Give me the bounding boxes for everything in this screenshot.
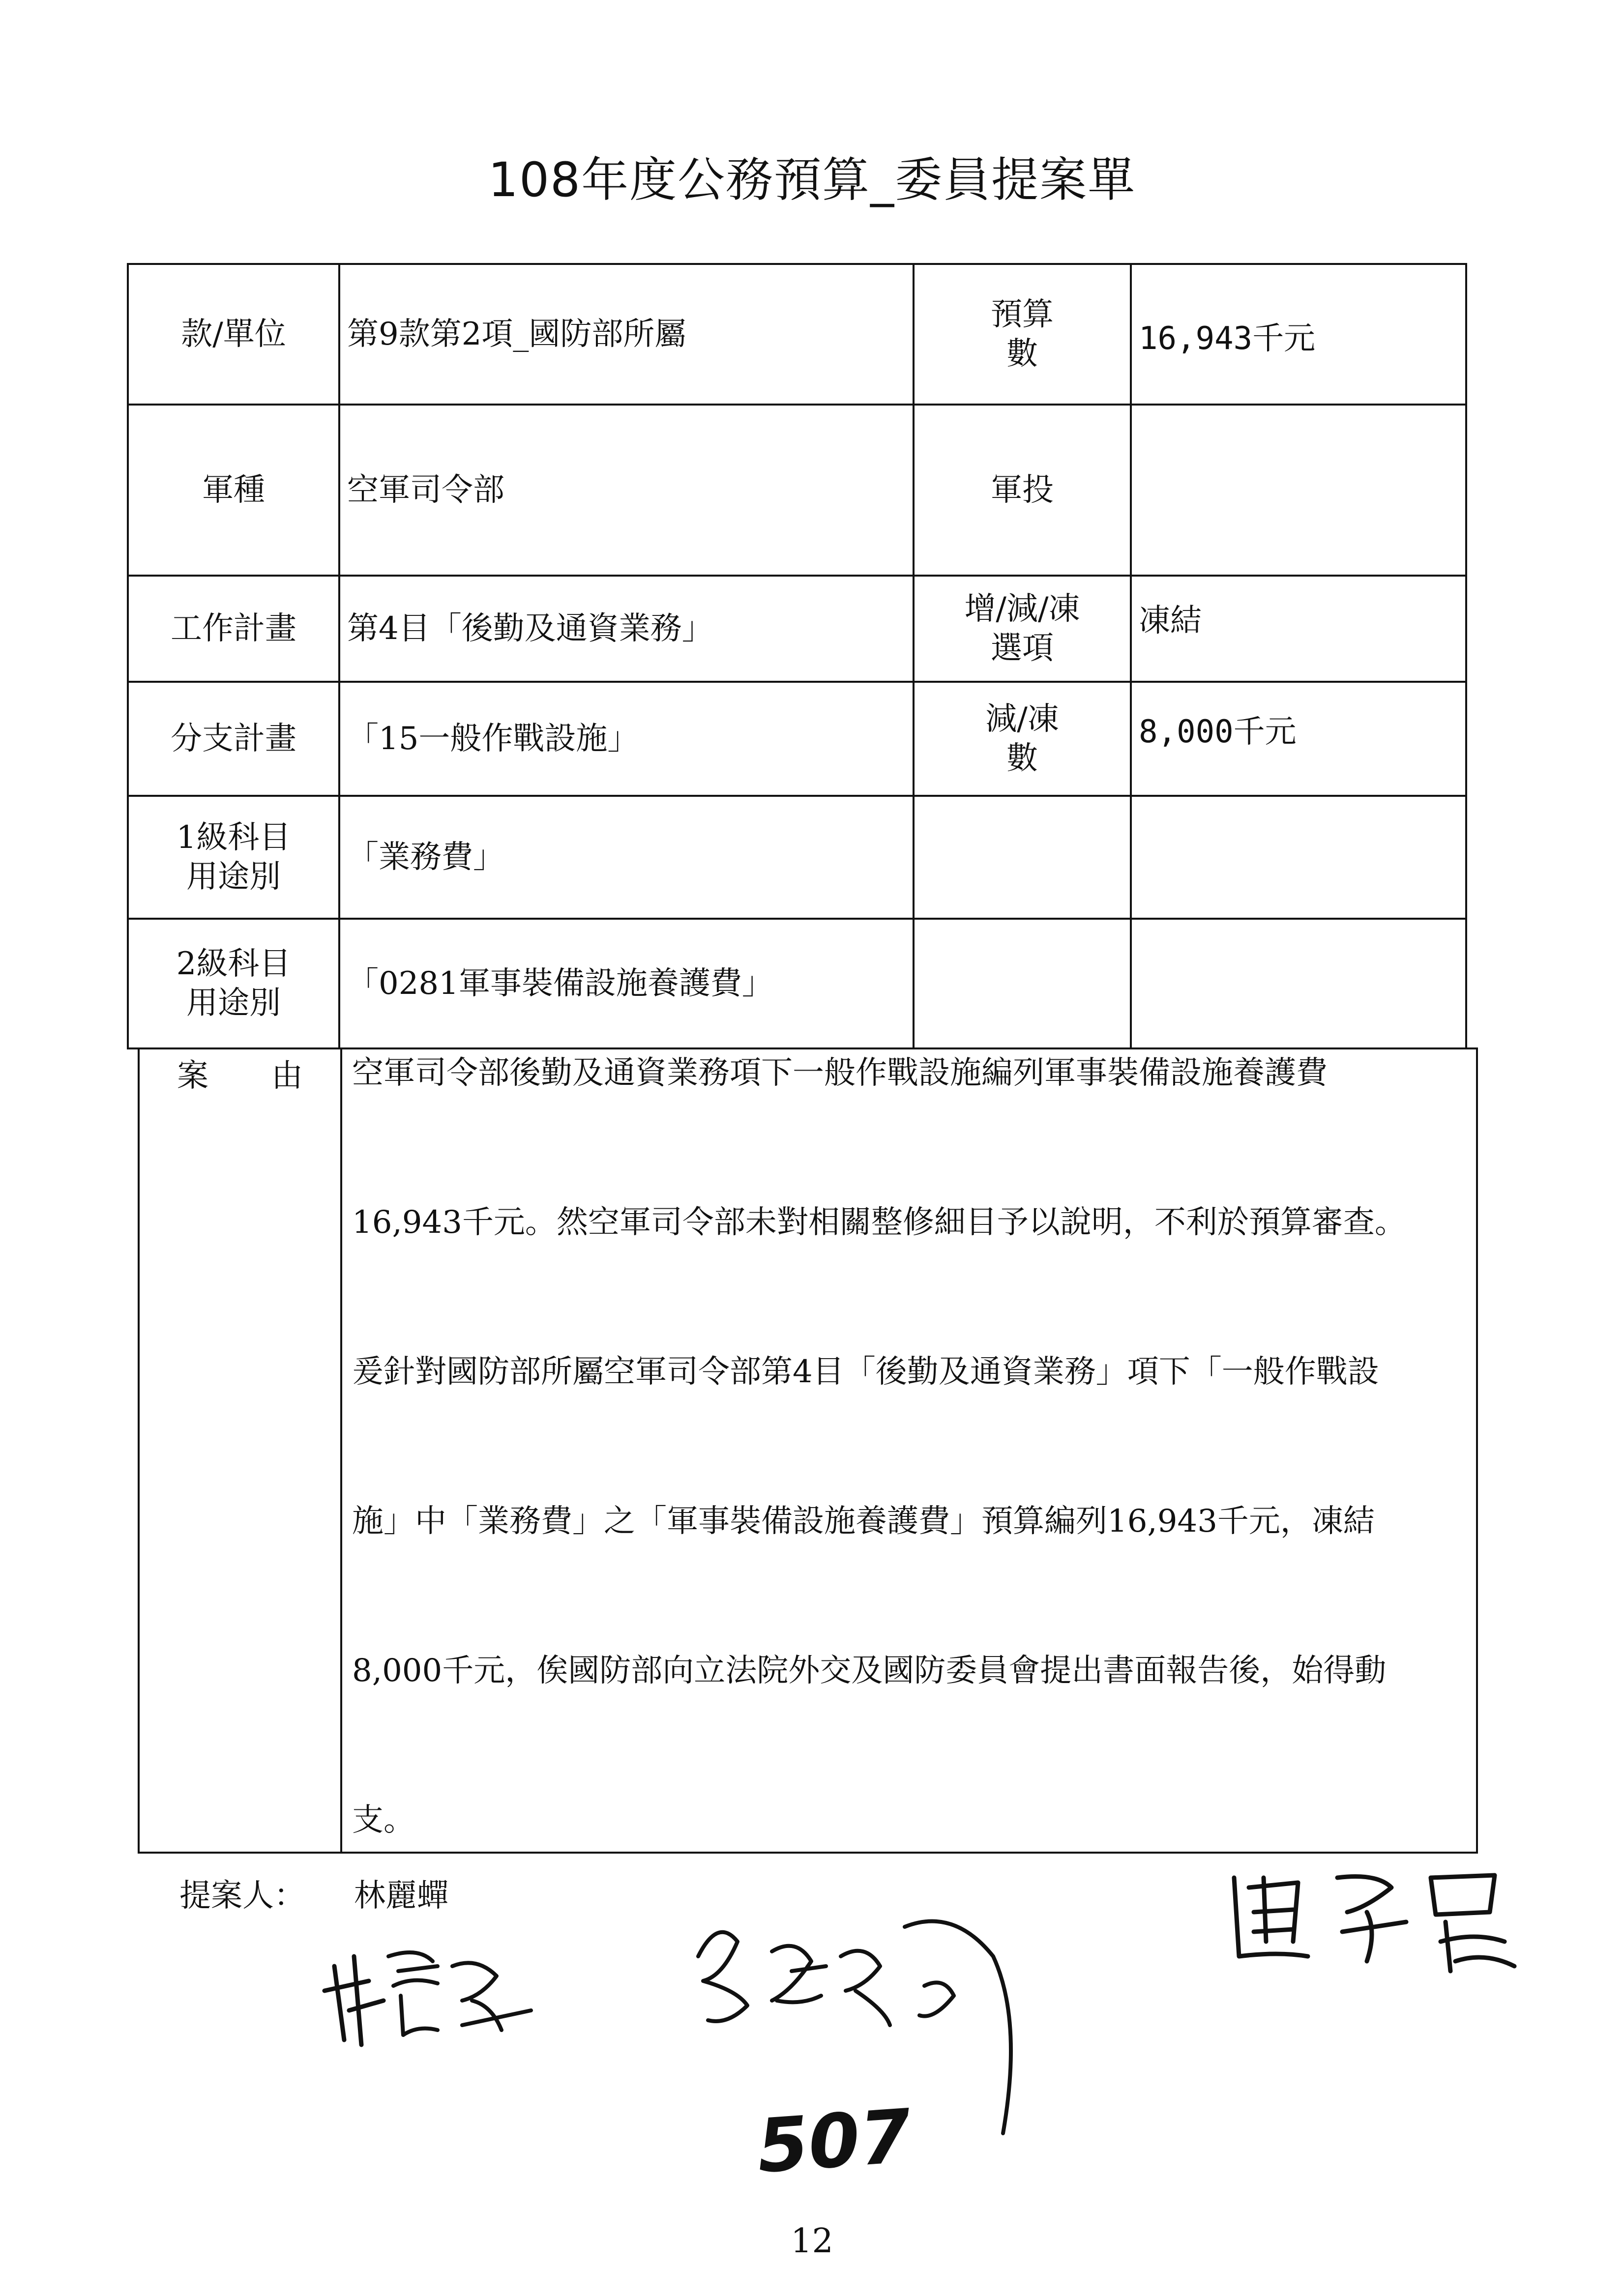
row3-label: 工作計畫	[127, 575, 340, 683]
row1-label: 款/單位	[127, 263, 340, 406]
handwritten-number: 507	[754, 2093, 914, 2190]
row6-value2	[1130, 918, 1467, 1049]
signature-1	[315, 1927, 551, 2055]
row2-value: 空軍司令部	[338, 404, 915, 577]
signature-3	[1219, 1858, 1524, 1986]
row1-value2: 16,943千元	[1130, 263, 1467, 406]
reason-line-2: 16,943千元。然空軍司令部未對相關整修細目予以說明，不利於預算審查。	[352, 1204, 1406, 1241]
row4-value2: 8,000千元	[1130, 681, 1467, 797]
row6-label: 2級科目 用途別	[127, 918, 340, 1049]
row6-label2	[913, 918, 1132, 1049]
row1-label2: 預算 數	[913, 263, 1132, 406]
proposer-label: 提案人：	[179, 1878, 305, 1914]
row2-label: 軍種	[127, 404, 340, 577]
row5-label2	[913, 795, 1132, 920]
reason-text-cell	[340, 1047, 1478, 1854]
reason-line-6: 支。	[352, 1802, 415, 1838]
row3-label2: 增/減/凍 選項	[913, 575, 1132, 683]
row6-value: 「0281軍事裝備設施養護費」	[338, 918, 915, 1049]
row1-value: 第9款第2項_國防部所屬	[338, 263, 915, 406]
reason-label-cell	[138, 1047, 342, 1854]
reason-line-4: 施」中「業務費」之「軍事裝備設施養護費」預算編列16,943千元，凍結	[352, 1503, 1375, 1540]
row3-value2: 凍結	[1130, 575, 1467, 683]
reason-label: 案 由	[177, 1058, 303, 1094]
page-title: 108年度公務預算_委員提案單	[488, 152, 1136, 207]
reason-line-1: 空軍司令部後勤及通資業務項下一般作戰設施編列軍事裝備設施養護費	[352, 1055, 1328, 1091]
row5-value: 「業務費」	[338, 795, 915, 920]
page-number: 12	[791, 2222, 833, 2261]
row2-value2	[1130, 404, 1467, 577]
reason-line-5: 8,000千元，俟國防部向立法院外交及國防委員會提出書面報告後，始得動	[352, 1653, 1387, 1689]
row2-label2: 軍投	[913, 404, 1132, 577]
row5-label: 1級科目 用途別	[127, 795, 340, 920]
row5-value2	[1130, 795, 1467, 920]
proposer-name: 林麗蟬	[354, 1878, 448, 1914]
reason-line-3: 爰針對國防部所屬空軍司令部第4目「後勤及通資業務」項下「一般作戰設	[352, 1354, 1379, 1390]
row4-value: 「15一般作戰設施」	[338, 681, 915, 797]
row4-label: 分支計畫	[127, 681, 340, 797]
row3-value: 第4目「後勤及通資業務」	[338, 575, 915, 683]
row4-label2: 減/凍 數	[913, 681, 1132, 797]
